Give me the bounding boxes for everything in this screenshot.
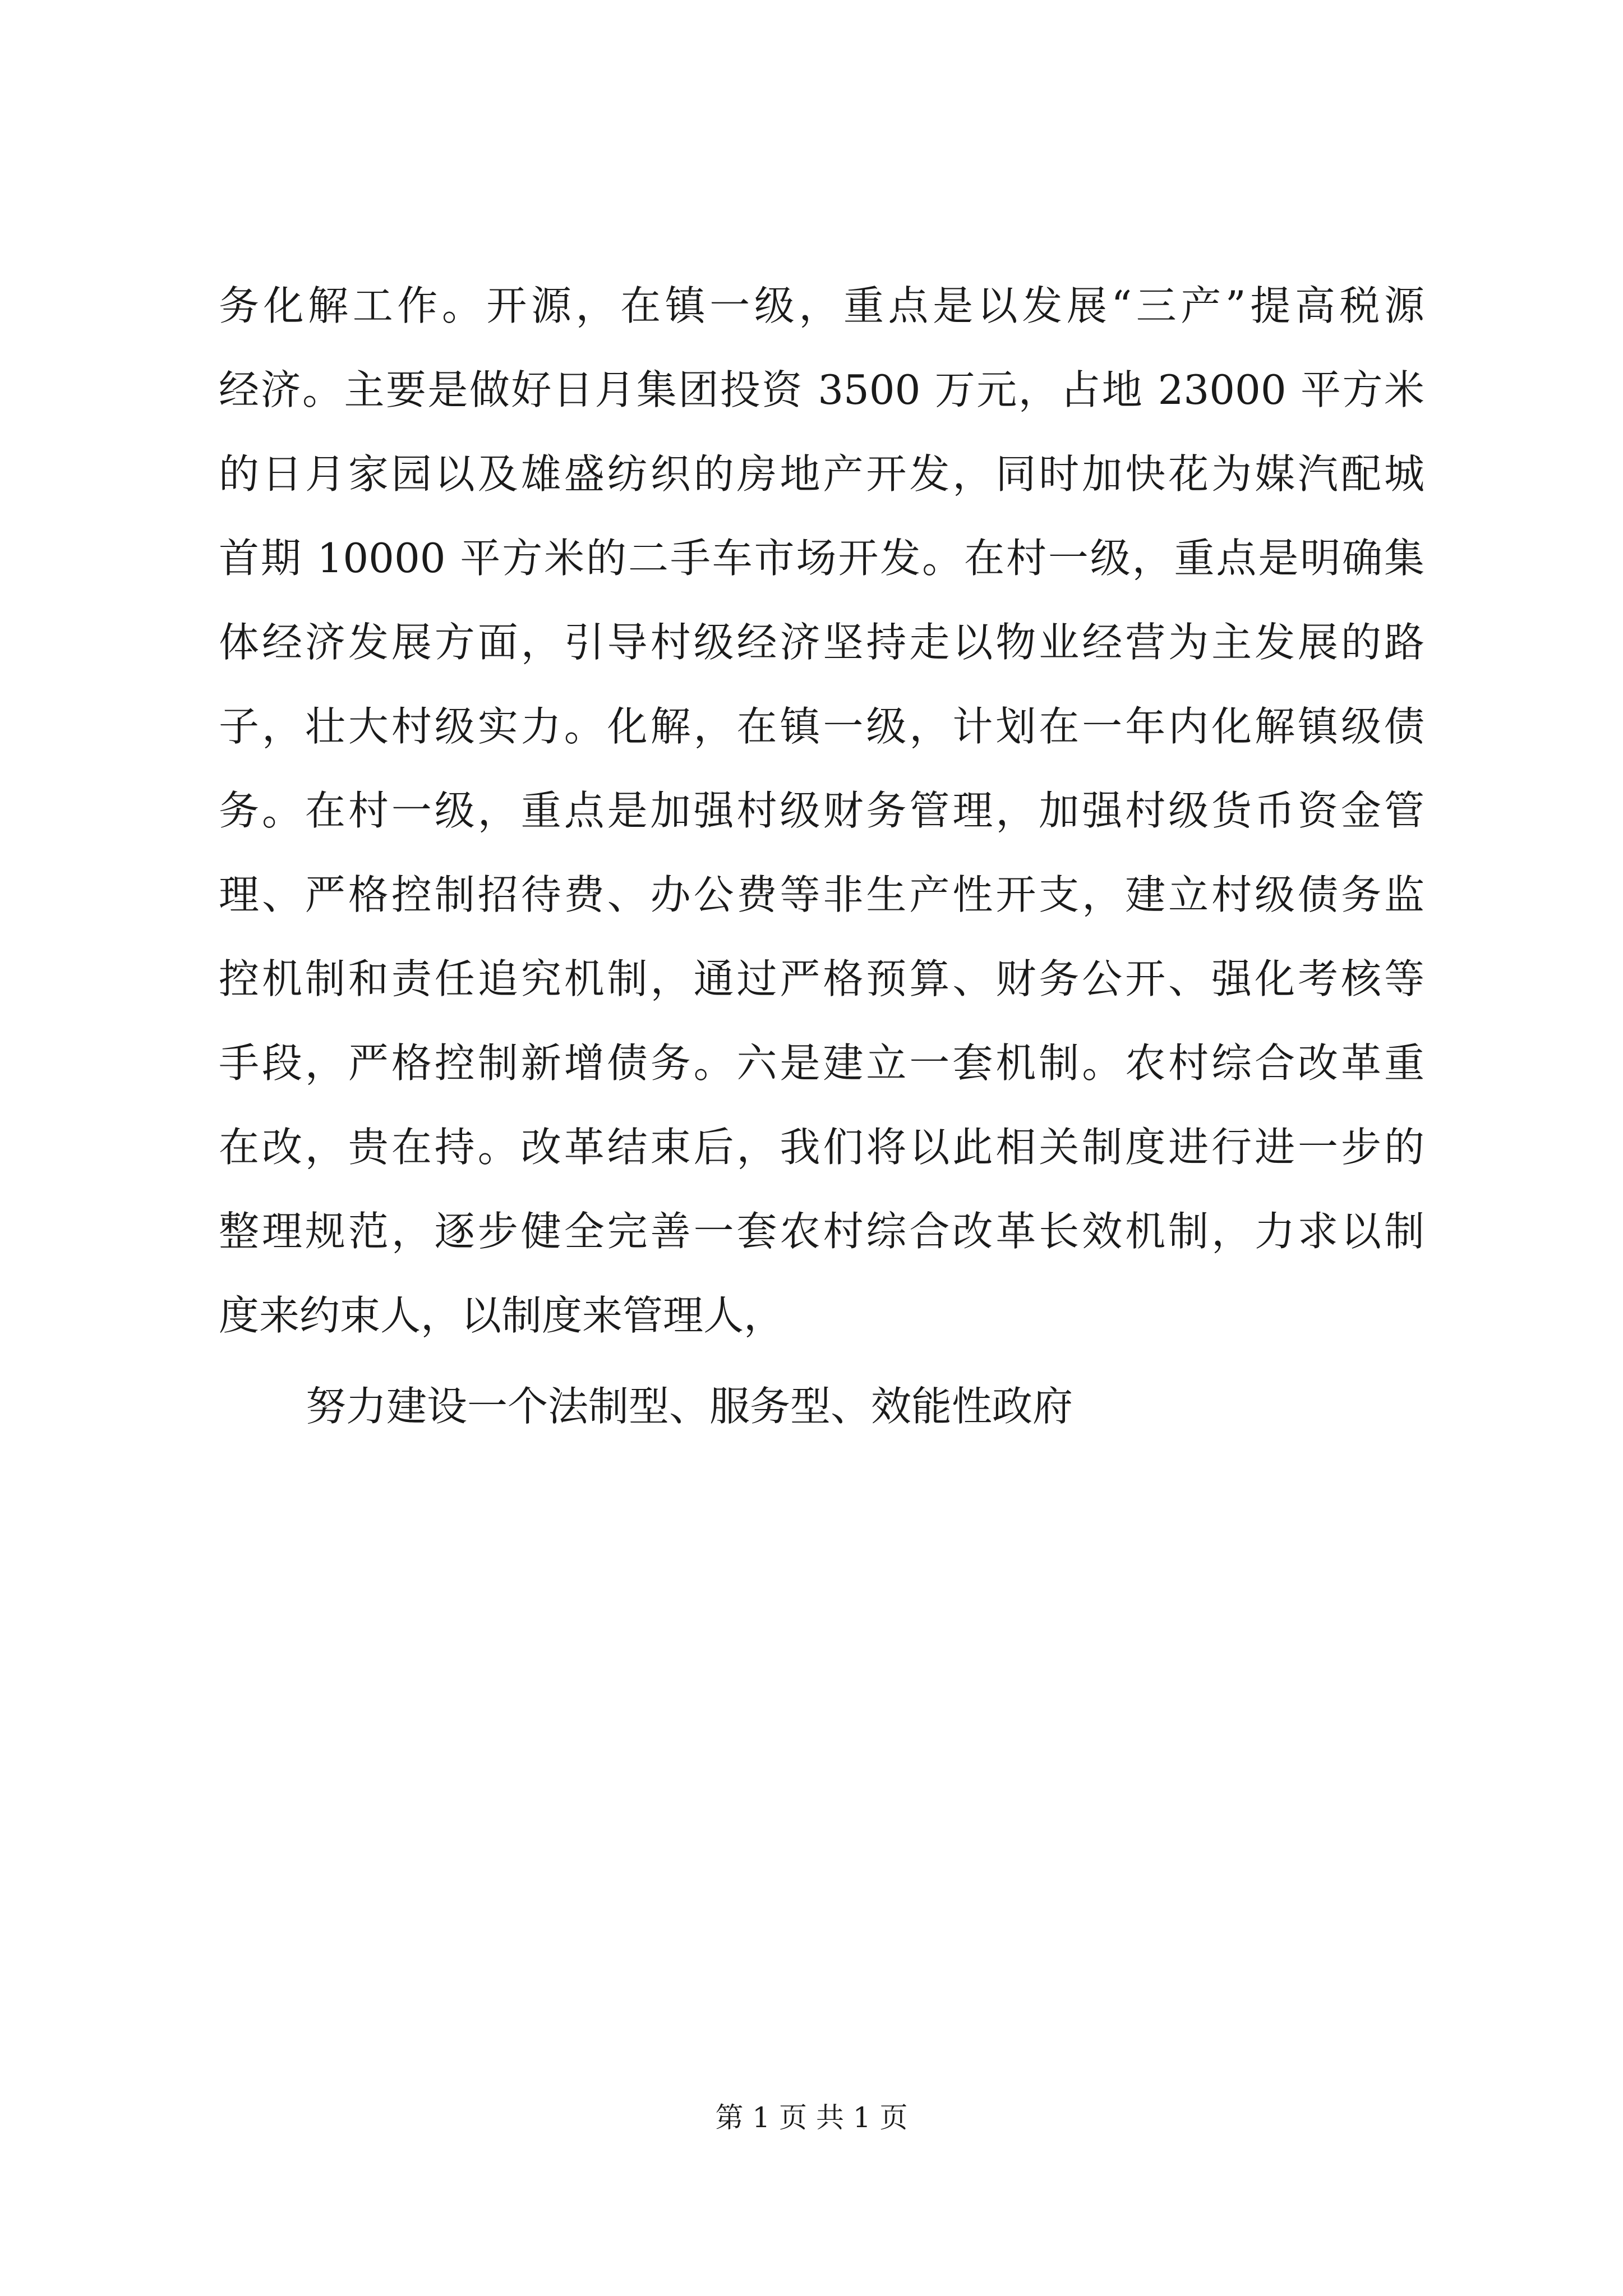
paragraph-line: 务化解工作。开源，在镇一级，重点是以发展“三产”提高税源 [219,282,1424,329]
paragraph-line: 控机制和责任追究机制，通过严格预算、财务公开、强化考核等 [219,955,1424,1002]
paragraph-line: 手段，严格控制新增债务。六是建立一套机制。农村综合改革重 [219,1039,1424,1087]
paragraph-line: 在改，贵在持。改革结束后，我们将以此相关制度进行进一步的 [219,1124,1424,1171]
paragraph-line: 度来约束人，以制度来管理人， [219,1292,785,1339]
paragraph-2: 努力建设一个法制型、服务型、效能性政府 [306,1383,1073,1430]
paragraph-line: 首期 10000 平方米的二手车市场开发。在村一级，重点是明确集 [219,535,1424,582]
paragraph-line: 务。在村一级，重点是加强村级财务管理，加强村级货币资金管 [219,787,1424,834]
paragraph-line: 经济。主要是做好日月集团投资 3500 万元，占地 23000 平方米 [219,366,1424,413]
paragraph-line: 体经济发展方面，引导村级经济坚持走以物业经营为主发展的路 [219,619,1424,666]
paragraph-line: 整理规范，逐步健全完善一套农村综合改革长效机制，力求以制 [219,1208,1424,1255]
paragraph-line: 子，壮大村级实力。化解，在镇一级，计划在一年内化解镇级债 [219,703,1424,750]
paragraph-line: 的日月家园以及雄盛纺织的房地产开发，同时加快花为媒汽配城 [219,450,1424,498]
page-footer: 第 1 页 共 1 页 [715,2101,908,2134]
paragraph-line: 理、严格控制招待费、办公费等非生产性开支，建立村级债务监 [219,871,1424,918]
document-body [219,264,1424,1448]
